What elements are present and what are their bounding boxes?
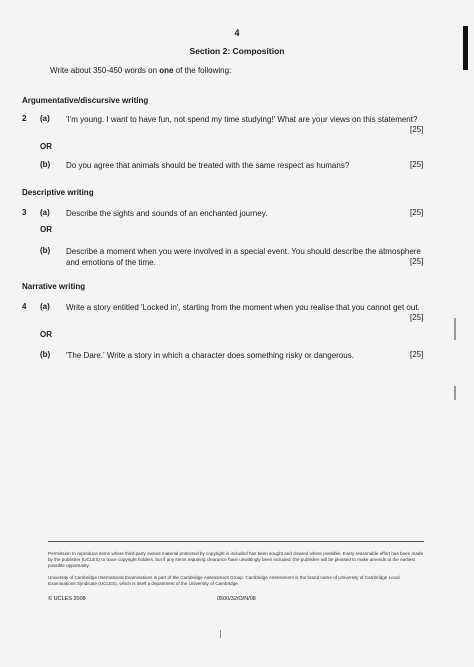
question-part-label: (a)	[40, 208, 50, 217]
scan-artifact-speck	[454, 318, 456, 340]
footer-paper-code: 0500/32/O/N/08	[217, 596, 256, 602]
question-number: 4	[22, 302, 27, 311]
question-mark: [25]	[410, 257, 424, 266]
heading-argumentative: Argumentative/discursive writing	[22, 96, 149, 105]
question-number: 3	[22, 208, 27, 217]
question-text: Do you agree that animals should be treated with the same respect as humans?	[66, 161, 350, 170]
question-mark: [25]	[410, 160, 424, 169]
question-text: Write a story entitled 'Locked in', starting from the moment when you realise that you cannot get out.	[66, 303, 420, 312]
heading-descriptive: Descriptive writing	[22, 188, 94, 197]
scan-artifact-speck	[220, 630, 221, 638]
footer-divider	[48, 541, 424, 542]
section-title: Section 2: Composition	[189, 46, 285, 56]
heading-narrative: Narrative writing	[22, 282, 86, 291]
question-mark: [25]	[410, 313, 424, 322]
question-part-label: (a)	[40, 302, 50, 311]
question-number: 2	[22, 114, 27, 123]
footer-university: University of Cambridge International Examinations is part of the Cambridge Assessment Group. Cambridge Assessment is the brand name of University of Cambridge Local Examinations Syndicate (UCLES), which is itself a department of the University of Cambridge.	[48, 575, 400, 586]
or-separator: OR	[40, 330, 52, 339]
question-text: 'I'm young. I want to have fun, not spend my time studying!' What are your views on this statement?	[66, 115, 418, 124]
question-text: 'The Dare.' Write a story in which a character does something risky or dangerous.	[66, 351, 354, 360]
instruction-text	[50, 66, 231, 75]
instruction-after: of the following:	[173, 66, 232, 75]
question-mark: [25]	[410, 208, 424, 217]
question-part-label: (b)	[40, 246, 51, 255]
question-mark: [25]	[410, 350, 424, 359]
footer-permission: Permission to reproduce items where third-party owned material protected by copyright is included has been sought and cleared where possible. Every reasonable effort has been made by the publisher (UCLES) to trace copyright holders, but if any items requiring clearance have unwittingly been included, the publisher will be pleased to make amends at the earliest possible opportunity.	[48, 551, 424, 568]
question-mark: [25]	[410, 125, 424, 134]
footer-copyright: © UCLES 2008	[48, 596, 86, 602]
scan-artifact-speck	[454, 386, 456, 400]
question-part-label: (a)	[40, 114, 50, 123]
question-part-label: (b)	[40, 160, 51, 169]
or-separator: OR	[40, 225, 52, 234]
question-text: Describe the sights and sounds of an enchanted journey.	[66, 209, 268, 218]
or-separator: OR	[40, 142, 52, 151]
question-part-label: (b)	[40, 350, 51, 359]
question-text: Describe a moment when you were involved in a special event. You should describe the atmosphere and emotions of the time.	[66, 247, 421, 267]
instruction-emphasis: one	[159, 66, 174, 75]
page-number: 4	[234, 28, 240, 38]
instruction-before: Write about 350-450 words on	[50, 66, 160, 75]
